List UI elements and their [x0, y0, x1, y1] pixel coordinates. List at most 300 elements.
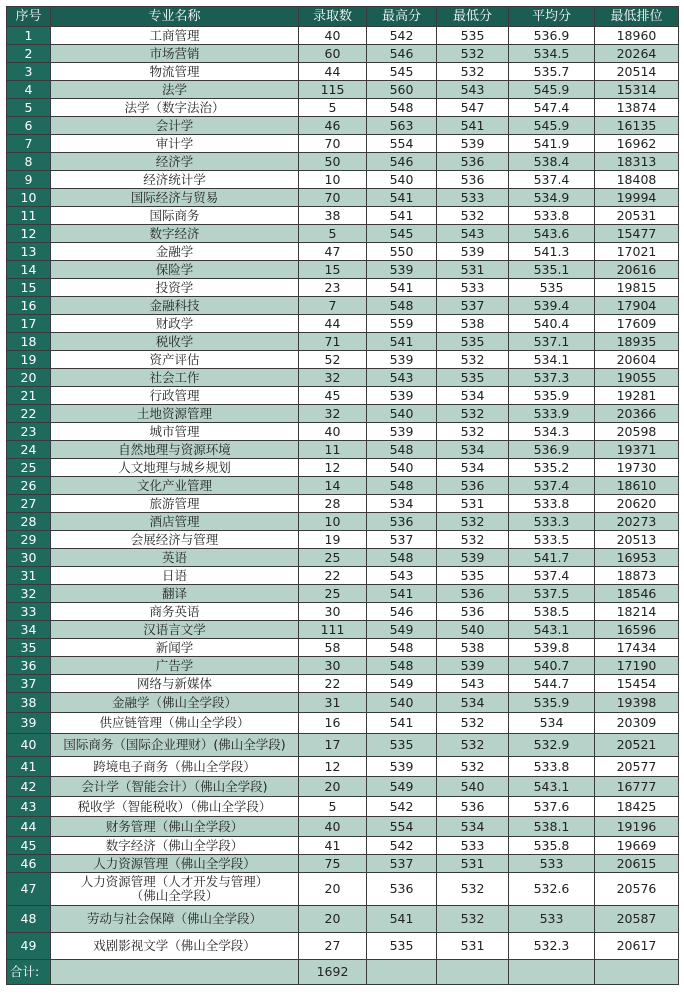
min-score: 536 — [437, 797, 509, 817]
row-index: 39 — [7, 713, 51, 734]
max-score: 539 — [367, 351, 437, 369]
header-major: 专业名称 — [51, 7, 299, 27]
avg-score: 534.1 — [509, 351, 595, 369]
avg-score: 535 — [509, 279, 595, 297]
row-index: 44 — [7, 817, 51, 837]
avg-score: 543.6 — [509, 225, 595, 243]
row-index: 15 — [7, 279, 51, 297]
major-name: 法学 — [51, 81, 299, 99]
admitted-count: 17 — [299, 734, 367, 757]
row-index: 33 — [7, 603, 51, 621]
table-row — [7, 621, 679, 639]
admitted-count: 70 — [299, 189, 367, 207]
min-score: 536 — [437, 477, 509, 495]
max-score: 541 — [367, 333, 437, 351]
major-name: 经济统计学 — [51, 171, 299, 189]
min-score: 536 — [437, 153, 509, 171]
max-score: 542 — [367, 27, 437, 45]
avg-score: 541.7 — [509, 549, 595, 567]
major-name: 劳动与社会保障（佛山全学段） — [51, 906, 299, 933]
table-row — [7, 495, 679, 513]
row-index: 27 — [7, 495, 51, 513]
major-name: 金融科技 — [51, 297, 299, 315]
min-score: 539 — [437, 135, 509, 153]
max-score: 534 — [367, 495, 437, 513]
min-score: 540 — [437, 777, 509, 797]
table-row — [7, 315, 679, 333]
min-rank: 20615 — [595, 855, 679, 873]
admitted-count: 32 — [299, 369, 367, 387]
major-name: 酒店管理 — [51, 513, 299, 531]
table-row — [7, 351, 679, 369]
admitted-count: 22 — [299, 675, 367, 693]
min-score: 532 — [437, 734, 509, 757]
min-rank: 20531 — [595, 207, 679, 225]
min-rank: 16135 — [595, 117, 679, 135]
table-row — [7, 933, 679, 960]
min-rank: 20264 — [595, 45, 679, 63]
avg-score: 537.6 — [509, 797, 595, 817]
max-score: 535 — [367, 933, 437, 960]
admitted-count: 20 — [299, 873, 367, 906]
avg-score: 533 — [509, 855, 595, 873]
min-score: 532 — [437, 906, 509, 933]
min-rank: 16953 — [595, 549, 679, 567]
admitted-count: 28 — [299, 495, 367, 513]
min-score: 532 — [437, 351, 509, 369]
table-row — [7, 99, 679, 117]
table-row — [7, 855, 679, 873]
max-score: 563 — [367, 117, 437, 135]
avg-score: 535.9 — [509, 387, 595, 405]
table-row — [7, 225, 679, 243]
admitted-count: 32 — [299, 405, 367, 423]
major-name: 数字经济 — [51, 225, 299, 243]
major-name: 经济学 — [51, 153, 299, 171]
row-index: 5 — [7, 99, 51, 117]
admitted-count: 10 — [299, 171, 367, 189]
min-rank: 17021 — [595, 243, 679, 261]
admission-table-container — [6, 6, 679, 985]
row-index: 1 — [7, 27, 51, 45]
admitted-count: 15 — [299, 261, 367, 279]
admitted-count: 5 — [299, 225, 367, 243]
row-index: 31 — [7, 567, 51, 585]
min-score: 543 — [437, 225, 509, 243]
admitted-count: 40 — [299, 817, 367, 837]
admitted-count: 31 — [299, 693, 367, 713]
admitted-count: 45 — [299, 387, 367, 405]
admitted-count: 115 — [299, 81, 367, 99]
avg-score: 537.1 — [509, 333, 595, 351]
major-name: 人力资源管理（人才开发与管理） （佛山全学段） — [51, 873, 299, 906]
min-rank: 18935 — [595, 333, 679, 351]
row-index: 6 — [7, 117, 51, 135]
major-name: 工商管理 — [51, 27, 299, 45]
max-score: 536 — [367, 513, 437, 531]
admitted-count: 14 — [299, 477, 367, 495]
min-score: 534 — [437, 441, 509, 459]
header-min-score: 最低分 — [437, 7, 509, 27]
table-row — [7, 81, 679, 99]
major-name: 法学（数字法治） — [51, 99, 299, 117]
row-index: 40 — [7, 734, 51, 757]
avg-score: 545.9 — [509, 81, 595, 99]
min-rank: 18408 — [595, 171, 679, 189]
major-name: 土地资源管理 — [51, 405, 299, 423]
major-name: 网络与新媒体 — [51, 675, 299, 693]
admitted-count: 20 — [299, 906, 367, 933]
max-score: 539 — [367, 387, 437, 405]
table-row — [7, 27, 679, 45]
max-score: 541 — [367, 189, 437, 207]
max-score: 539 — [367, 757, 437, 777]
max-score: 550 — [367, 243, 437, 261]
major-name: 城市管理 — [51, 423, 299, 441]
min-score: 541 — [437, 117, 509, 135]
admitted-count: 7 — [299, 297, 367, 315]
major-name: 商务英语 — [51, 603, 299, 621]
avg-score: 538.5 — [509, 603, 595, 621]
row-index: 34 — [7, 621, 51, 639]
admitted-count: 5 — [299, 797, 367, 817]
major-name: 汉语言文学 — [51, 621, 299, 639]
admitted-count: 70 — [299, 135, 367, 153]
min-rank: 20620 — [595, 495, 679, 513]
avg-score: 534.9 — [509, 189, 595, 207]
min-score: 531 — [437, 933, 509, 960]
max-score: 539 — [367, 261, 437, 279]
min-rank: 19815 — [595, 279, 679, 297]
row-index: 26 — [7, 477, 51, 495]
header-admitted: 录取数 — [299, 7, 367, 27]
admitted-count: 25 — [299, 585, 367, 603]
header-max-score: 最高分 — [367, 7, 437, 27]
min-score: 533 — [437, 189, 509, 207]
max-score: 548 — [367, 477, 437, 495]
major-name: 翻译 — [51, 585, 299, 603]
max-score: 545 — [367, 63, 437, 81]
major-name: 自然地理与资源环境 — [51, 441, 299, 459]
max-score: 540 — [367, 459, 437, 477]
min-score: 543 — [437, 675, 509, 693]
min-score: 534 — [437, 459, 509, 477]
min-score: 539 — [437, 549, 509, 567]
table-row — [7, 657, 679, 675]
min-score: 531 — [437, 495, 509, 513]
min-score: 535 — [437, 369, 509, 387]
table-row — [7, 135, 679, 153]
major-name: 旅游管理 — [51, 495, 299, 513]
min-score: 540 — [437, 621, 509, 639]
table-row — [7, 873, 679, 906]
min-rank: 13874 — [595, 99, 679, 117]
min-rank: 19281 — [595, 387, 679, 405]
min-score: 535 — [437, 567, 509, 585]
row-index: 32 — [7, 585, 51, 603]
avg-score: 543.1 — [509, 777, 595, 797]
max-score: 559 — [367, 315, 437, 333]
table-row — [7, 243, 679, 261]
max-score: 548 — [367, 639, 437, 657]
min-score: 536 — [437, 171, 509, 189]
min-rank: 17609 — [595, 315, 679, 333]
min-score: 534 — [437, 817, 509, 837]
table-row — [7, 63, 679, 81]
min-rank: 19669 — [595, 837, 679, 855]
header-index: 序号 — [7, 7, 51, 27]
max-score: 537 — [367, 531, 437, 549]
avg-score: 532.3 — [509, 933, 595, 960]
table-row — [7, 153, 679, 171]
total-count: 1692 — [299, 960, 367, 985]
admitted-count: 20 — [299, 777, 367, 797]
major-name: 人力资源管理（佛山全学段） — [51, 855, 299, 873]
min-rank: 20576 — [595, 873, 679, 906]
table-row — [7, 585, 679, 603]
avg-score: 534 — [509, 713, 595, 734]
admitted-count: 75 — [299, 855, 367, 873]
min-rank: 20273 — [595, 513, 679, 531]
row-index: 4 — [7, 81, 51, 99]
min-rank: 20616 — [595, 261, 679, 279]
major-name: 跨境电子商务（佛山全学段） — [51, 757, 299, 777]
row-index: 38 — [7, 693, 51, 713]
avg-score: 533.8 — [509, 757, 595, 777]
min-rank: 18546 — [595, 585, 679, 603]
max-score: 543 — [367, 369, 437, 387]
table-row — [7, 531, 679, 549]
min-rank: 18214 — [595, 603, 679, 621]
min-rank: 18313 — [595, 153, 679, 171]
row-index: 10 — [7, 189, 51, 207]
admitted-count: 50 — [299, 153, 367, 171]
min-score: 532 — [437, 45, 509, 63]
avg-score: 536.9 — [509, 27, 595, 45]
admission-score-table — [6, 6, 679, 985]
admitted-count: 23 — [299, 279, 367, 297]
max-score: 548 — [367, 297, 437, 315]
max-score: 537 — [367, 855, 437, 873]
min-score: 532 — [437, 513, 509, 531]
major-name: 数字经济（佛山全学段） — [51, 837, 299, 855]
table-row — [7, 549, 679, 567]
max-score: 546 — [367, 603, 437, 621]
row-index: 24 — [7, 441, 51, 459]
max-score: 545 — [367, 225, 437, 243]
admitted-count: 52 — [299, 351, 367, 369]
avg-score: 537.4 — [509, 477, 595, 495]
table-row — [7, 387, 679, 405]
row-index: 3 — [7, 63, 51, 81]
total-blank — [51, 960, 299, 985]
avg-score: 538.1 — [509, 817, 595, 837]
row-index: 29 — [7, 531, 51, 549]
avg-score: 535.2 — [509, 459, 595, 477]
avg-score: 535.1 — [509, 261, 595, 279]
min-score: 532 — [437, 757, 509, 777]
avg-score: 536.9 — [509, 441, 595, 459]
table-row — [7, 297, 679, 315]
admitted-count: 10 — [299, 513, 367, 531]
header-avg-score: 平均分 — [509, 7, 595, 27]
avg-score: 533.9 — [509, 405, 595, 423]
table-row — [7, 777, 679, 797]
row-index: 11 — [7, 207, 51, 225]
total-blank — [367, 960, 437, 985]
min-score: 538 — [437, 639, 509, 657]
total-row — [7, 960, 679, 985]
max-score: 535 — [367, 734, 437, 757]
min-rank: 20617 — [595, 933, 679, 960]
major-name: 行政管理 — [51, 387, 299, 405]
total-blank — [509, 960, 595, 985]
major-name: 供应链管理（佛山全学段） — [51, 713, 299, 734]
min-score: 537 — [437, 297, 509, 315]
min-score: 531 — [437, 261, 509, 279]
table-row — [7, 603, 679, 621]
table-row — [7, 459, 679, 477]
header-min-rank: 最低排位 — [595, 7, 679, 27]
major-name: 资产评估 — [51, 351, 299, 369]
max-score: 546 — [367, 45, 437, 63]
max-score: 536 — [367, 873, 437, 906]
table-row — [7, 405, 679, 423]
admitted-count: 40 — [299, 27, 367, 45]
avg-score: 533.5 — [509, 531, 595, 549]
admitted-count: 30 — [299, 657, 367, 675]
avg-score: 534.3 — [509, 423, 595, 441]
min-rank: 18960 — [595, 27, 679, 45]
major-name: 保险学 — [51, 261, 299, 279]
min-score: 543 — [437, 81, 509, 99]
min-score: 532 — [437, 207, 509, 225]
row-index: 8 — [7, 153, 51, 171]
table-row — [7, 423, 679, 441]
row-index: 46 — [7, 855, 51, 873]
avg-score: 535.8 — [509, 837, 595, 855]
max-score: 541 — [367, 585, 437, 603]
avg-score: 544.7 — [509, 675, 595, 693]
max-score: 548 — [367, 441, 437, 459]
row-index: 30 — [7, 549, 51, 567]
admitted-count: 12 — [299, 757, 367, 777]
admitted-count: 25 — [299, 549, 367, 567]
table-row — [7, 675, 679, 693]
table-row — [7, 117, 679, 135]
min-rank: 20514 — [595, 63, 679, 81]
avg-score: 538.4 — [509, 153, 595, 171]
total-blank — [437, 960, 509, 985]
major-name: 社会工作 — [51, 369, 299, 387]
row-index: 16 — [7, 297, 51, 315]
min-rank: 20513 — [595, 531, 679, 549]
row-index: 20 — [7, 369, 51, 387]
table-row — [7, 713, 679, 734]
min-rank: 15314 — [595, 81, 679, 99]
major-name: 金融学 — [51, 243, 299, 261]
min-rank: 20577 — [595, 757, 679, 777]
min-rank: 20366 — [595, 405, 679, 423]
max-score: 540 — [367, 693, 437, 713]
row-index: 14 — [7, 261, 51, 279]
row-index: 9 — [7, 171, 51, 189]
min-score: 532 — [437, 713, 509, 734]
table-row — [7, 757, 679, 777]
row-index: 17 — [7, 315, 51, 333]
row-index: 48 — [7, 906, 51, 933]
admitted-count: 47 — [299, 243, 367, 261]
min-score: 539 — [437, 243, 509, 261]
row-index: 42 — [7, 777, 51, 797]
total-label: 合计: — [7, 960, 51, 985]
min-rank: 15477 — [595, 225, 679, 243]
min-rank: 18610 — [595, 477, 679, 495]
min-rank: 20604 — [595, 351, 679, 369]
major-name: 金融学（佛山全学段） — [51, 693, 299, 713]
min-rank: 19398 — [595, 693, 679, 713]
min-score: 547 — [437, 99, 509, 117]
table-row — [7, 817, 679, 837]
total-blank — [595, 960, 679, 985]
max-score: 541 — [367, 279, 437, 297]
admitted-count: 38 — [299, 207, 367, 225]
admitted-count: 44 — [299, 63, 367, 81]
table-row — [7, 477, 679, 495]
table-row — [7, 797, 679, 817]
max-score: 542 — [367, 837, 437, 855]
row-index: 25 — [7, 459, 51, 477]
header-row — [7, 7, 679, 27]
max-score: 549 — [367, 777, 437, 797]
major-name: 会展经济与管理 — [51, 531, 299, 549]
min-score: 536 — [437, 585, 509, 603]
row-index: 43 — [7, 797, 51, 817]
max-score: 549 — [367, 675, 437, 693]
avg-score: 532.9 — [509, 734, 595, 757]
avg-score: 533.3 — [509, 513, 595, 531]
max-score: 543 — [367, 567, 437, 585]
min-rank: 18873 — [595, 567, 679, 585]
avg-score: 539.4 — [509, 297, 595, 315]
min-rank: 19994 — [595, 189, 679, 207]
admitted-count: 27 — [299, 933, 367, 960]
avg-score: 537.4 — [509, 171, 595, 189]
table-row — [7, 441, 679, 459]
max-score: 560 — [367, 81, 437, 99]
admitted-count: 22 — [299, 567, 367, 585]
admitted-count: 111 — [299, 621, 367, 639]
min-score: 532 — [437, 423, 509, 441]
min-score: 534 — [437, 693, 509, 713]
major-name: 市场营销 — [51, 45, 299, 63]
avg-score: 537.3 — [509, 369, 595, 387]
table-row — [7, 837, 679, 855]
row-index: 23 — [7, 423, 51, 441]
admitted-count: 58 — [299, 639, 367, 657]
admitted-count: 46 — [299, 117, 367, 135]
admitted-count: 11 — [299, 441, 367, 459]
min-rank: 19730 — [595, 459, 679, 477]
table-row — [7, 207, 679, 225]
major-name: 英语 — [51, 549, 299, 567]
table-row — [7, 279, 679, 297]
major-name: 财务管理（佛山全学段） — [51, 817, 299, 837]
table-row — [7, 171, 679, 189]
min-score: 539 — [437, 657, 509, 675]
min-rank: 16962 — [595, 135, 679, 153]
min-score: 534 — [437, 387, 509, 405]
